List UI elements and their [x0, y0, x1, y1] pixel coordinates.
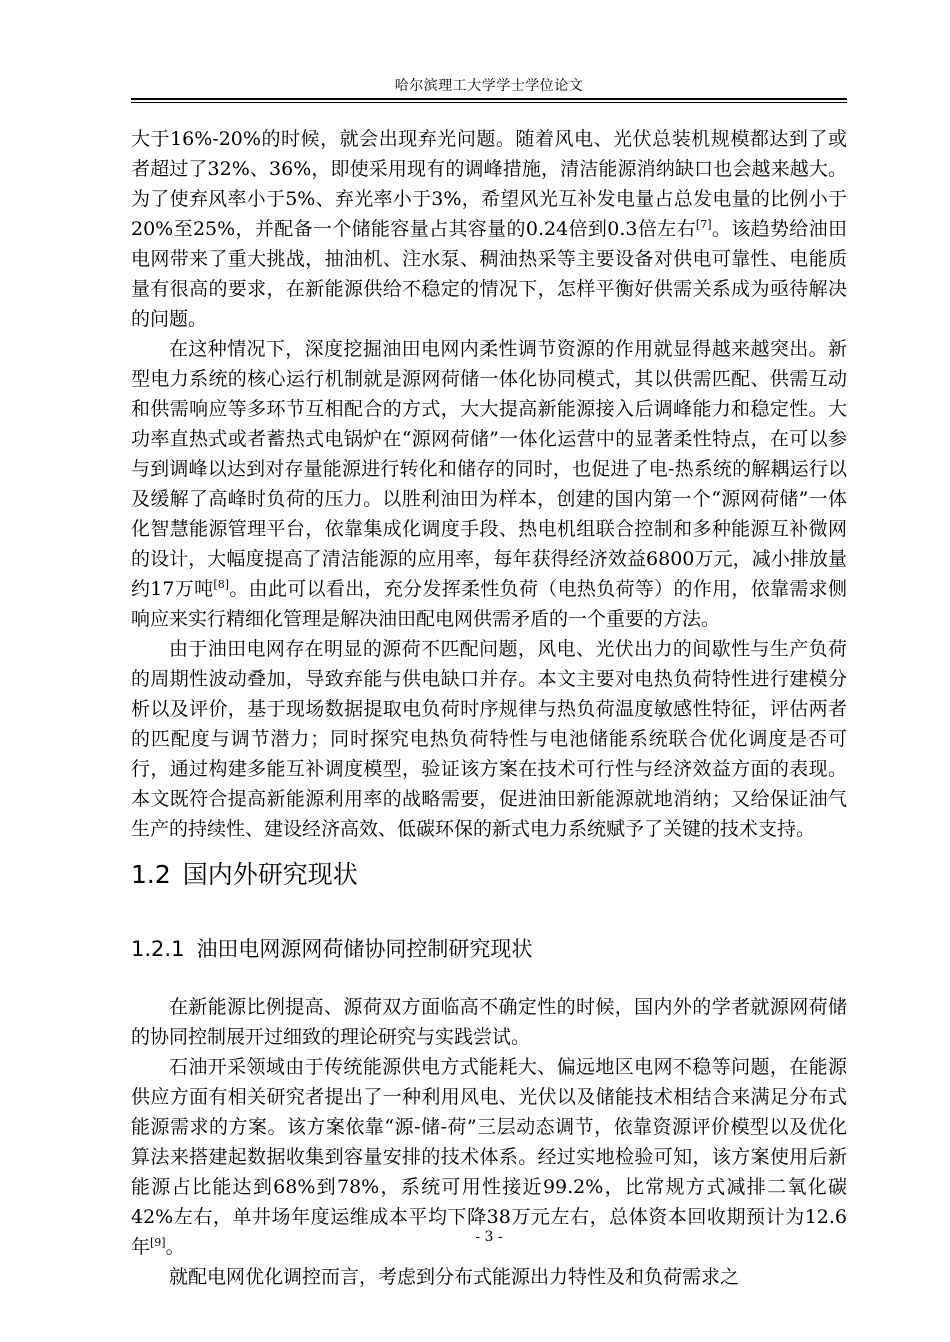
paragraph: 在这种情况下，深度挖掘油田电网内柔性调节资源的作用就显得越来越突出。新型电力系统的核心运行机制就是源网荷储一体化协同模式，其以供需匹配、供需互动和供需响应等多环节互相配合的方式，大大提高新能源接入后调峰能力和稳定性。大功率直热式或者蓄热式电锅炉在“源网荷储”一体化运营中的显著柔性特点，在可以参与到调峰以达到对存量能源进行转化和储存的同时，也促进了电-热系统的解耦运行以及缓解了高峰时负荷的压力。以胜利油田为样本，创建的国内第一个“源网荷储”一体化智慧能源管理平台，依靠集成化调度手段、热电机组联合控制和多种能源互补微网的设计，大幅度提高了清洁能源的应用率，每年获得经济效益6800万元，减小排放量约17万吨[8]。由此可以看出，充分发挥柔性负荷（电热负荷等）的作用，依靠需求侧响应来实行精细化管理是解决油田配电网供需矛盾的一个重要的方法。: [131, 338, 847, 630]
paragraph: 由于油田电网存在明显的源荷不匹配问题，风电、光伏出力的间歇性与生产负荷的周期性波动叠加，导致弃能与供电缺口并存。本文主要对电热负荷特性进行建模分析以及评价，基于现场数据提取电负荷时序规律与热负荷温度敏感性特征，评估两者的匹配度与调节潜力；同时探究电热负荷特性与电池储能系统联合优化调度是否可行，通过构建多能互补调度模型，验证该方案在技术可行性与经济效益方面的表现。本文既符合提高新能源利用率的战略需要，促进油田新能源就地消纳；又给保证油气生产的持续性、建设经济高效、低碳环保的新式电力系统赋予了关键的技术支持。: [131, 638, 847, 840]
page-body: [131, 124, 847, 1292]
page-number: - 3 -: [475, 1229, 503, 1245]
paragraph: 在新能源比例提高、源荷双方面临高不确定性的时候，国内外的学者就源网荷储的协同控制展开过细致的理论研究与实践尝试。: [131, 996, 847, 1048]
paragraph: 大于16%-20%的时候，就会出现弃光问题。随着风电、光伏总装机规模都达到了或者超过了32%、36%，即使采用现有的调峰措施，清洁能源消纳缺口也会越来越大。为了使弃风率小于5%、弃光率小于3%，希望风光互补发电量占总发电量的比例小于20%至25%，并配备一个储能容量占其容量的0.24倍到0.3倍左右[7]。该趋势给油田电网带来了重大挑战，抽油机、注水泵、稠油热采等主要设备对供电可靠性、电能质量有很高的要求，在新能源供给不稳定的情况下，怎样平衡好供需关系成为亟待解决的问题。: [131, 128, 847, 330]
citation-ref: [9]: [150, 1236, 166, 1249]
header-rule: [131, 98, 847, 103]
citation-ref: [8]: [213, 578, 230, 591]
citation-ref: [7]: [695, 218, 712, 231]
paragraph: 就配电网优化调控而言，考虑到分布式能源出力特性及和负荷需求之: [169, 1266, 740, 1288]
subsection-heading: 1.2.1 油田电网源网荷储协同控制研究现状: [131, 937, 533, 961]
paragraph: 石油开采领域由于传统能源供电方式能耗大、偏远地区电网不稳等问题，在能源供应方面有相关研究者提出了一种利用风电、光伏以及储能技术相结合来满足分布式能源需求的方案。该方案依靠“源-储-荷”三层动态调节，依靠资源评价模型以及优化算法来搭建起数据收集到容量安排的技术体系。经过实地检验可知，该方案使用后新能源占比能达到68%到78%，系统可用性接近99.2%，比常规方式减排二氧化碳42%左右，单井场年度运维成本平均下降38万元左右，总体资本回收期预计为12.6年[9]。: [131, 1056, 847, 1258]
running-header: 哈尔滨理工大学学士学位论文: [394, 78, 584, 94]
section-heading: 1.2 国内外研究现状: [131, 860, 358, 889]
